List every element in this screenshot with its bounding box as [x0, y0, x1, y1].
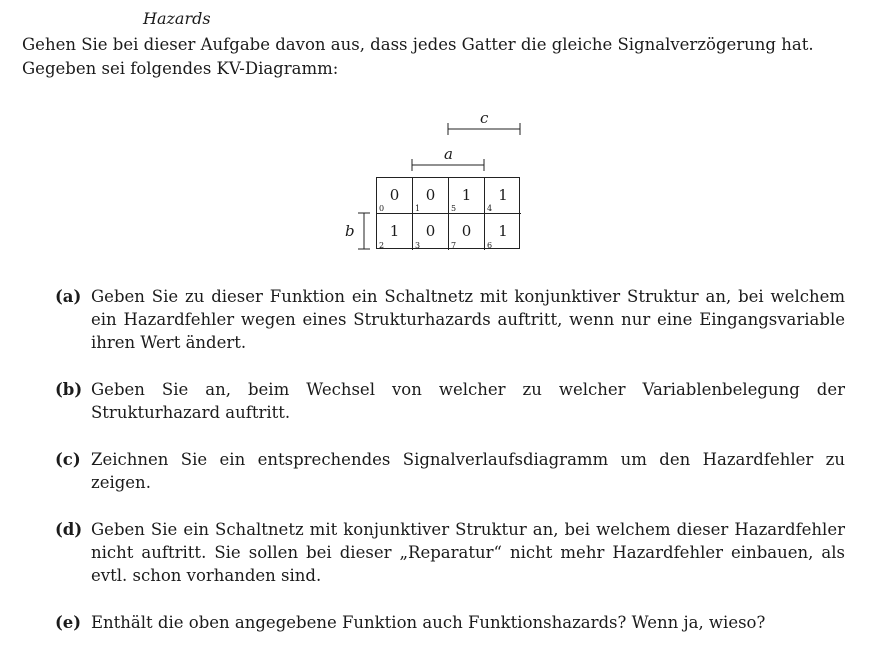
task-item — [55, 285, 845, 354]
kv-cell: 1 4 — [485, 178, 521, 214]
kv-label-b: b — [345, 222, 355, 240]
task-item — [55, 518, 845, 587]
task-item — [55, 378, 845, 424]
section-title: Hazards — [143, 9, 211, 28]
task-text: Geben Sie zu dieser Funktion ein Schaltnetz mit konjunktiver Struktur an, bei welchem ein Hazardfehler wegen eines Strukturhazards auftritt, wenn nur eine Eingangsvariable ihren Wert ändert. — [91, 287, 845, 352]
task-text: Zeichnen Sie ein entsprechendes Signalverlaufsdiagramm um den Hazardfehler zu zeigen. — [91, 450, 845, 492]
kv-label-c: c — [480, 109, 489, 127]
task-label: (c) — [55, 450, 81, 469]
task-item — [55, 611, 845, 634]
task-list — [55, 285, 845, 658]
task-text: Geben Sie an, beim Wechsel von welcher zu welcher Variablenbelegung der Strukturhazard auftritt. — [91, 380, 845, 422]
task-label: (e) — [55, 613, 82, 632]
kv-grid — [376, 177, 520, 249]
task-label: (d) — [55, 520, 83, 539]
kv-cell: 0 0 — [377, 178, 413, 214]
task-label: (a) — [55, 287, 82, 306]
kv-cell: 1 2 — [377, 214, 413, 250]
kv-cell: 0 3 — [413, 214, 449, 250]
kv-cell: 0 1 — [413, 178, 449, 214]
kv-cell: 1 6 — [487, 222, 508, 250]
task-label: (b) — [55, 380, 83, 399]
kv-label-a: a — [444, 145, 453, 163]
intro-paragraph: Gehen Sie bei dieser Aufgabe davon aus, dass jedes Gatter die gleiche Signalverzögerung hat. Gegeben sei folgendes KV-Diagramm: — [22, 35, 814, 78]
kv-diagram — [340, 105, 540, 260]
kv-cell: 0 7 — [449, 214, 485, 250]
task-text: Geben Sie ein Schaltnetz mit konjunktiver Struktur an, bei welchem dieser Hazardfehler nicht auftritt. Sie sollen bei dieser „Reparatur“ nicht mehr Hazardfehler einbauen, als evtl. schon vorhanden sind. — [91, 520, 845, 585]
kv-cell: 1 5 — [449, 178, 485, 214]
task-item — [55, 448, 845, 494]
task-text: Enthält die oben angegebene Funktion auch Funktionshazards? Wenn ja, wieso? — [91, 613, 766, 632]
